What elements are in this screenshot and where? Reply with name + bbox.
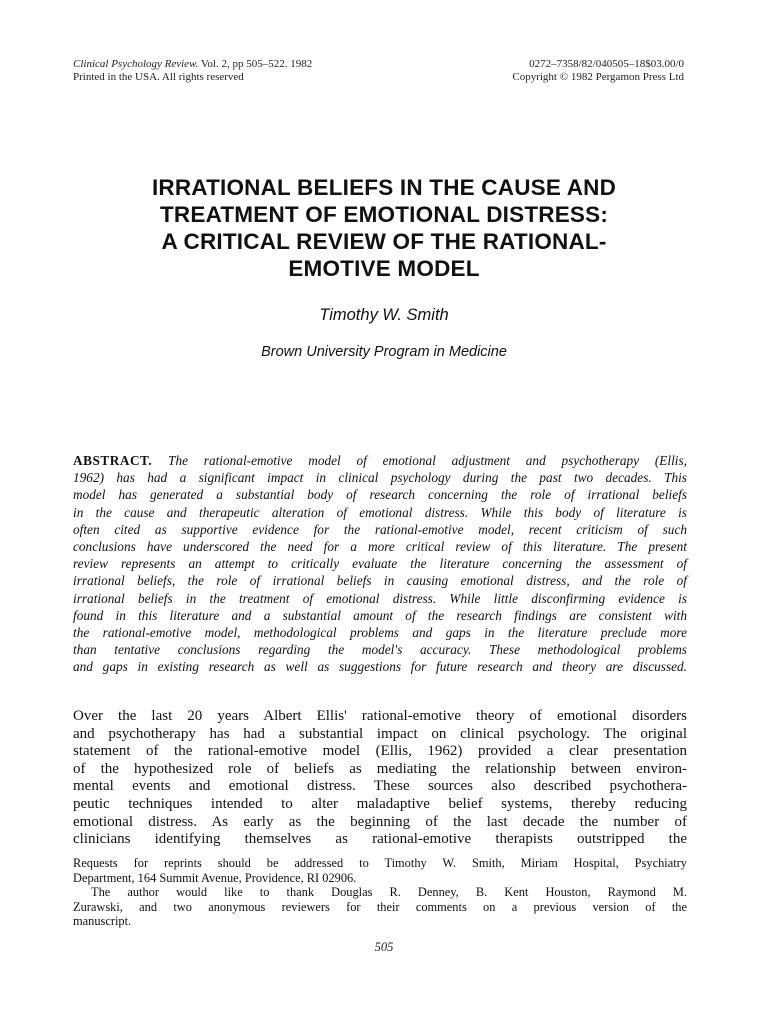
journal-name: Clinical Psychology Review. — [73, 58, 199, 70]
body-line: and psychotherapy has had a substantial impact on clinical psychology. The original — [73, 725, 687, 742]
body-line: mental events and emotional distress. These sources also described psychothera- — [73, 778, 687, 795]
abstract-line: review represents an attempt to critically evaluate the literature concerning the assessment of — [73, 556, 687, 572]
abstract-line: the rational-emotive model, methodological problems and gaps in the literature preclude more — [73, 625, 687, 641]
copyright-notice: Copyright © 1982 Pergamon Press Ltd — [512, 71, 684, 83]
title-line: EMOTIVE MODEL — [288, 256, 480, 281]
body-line: emotional distress. As early as the beginning of the last decade the number of — [73, 813, 687, 830]
volume-pages: Vol. 2, pp 505–522. 1982 — [198, 58, 313, 70]
footnote-line: manuscript. — [73, 914, 132, 929]
footnote-line: Zurawski, and two anonymous reviewers for their comments on a previous version of the — [73, 899, 687, 914]
header-right — [512, 58, 684, 84]
abstract-line: model has generated a substantial body of research concerning the role of irrational beliefs — [73, 487, 687, 503]
author-name: Timothy W. Smith — [319, 306, 449, 324]
printed-notice: Printed in the USA. All rights reserved — [73, 71, 244, 83]
abstract-line — [73, 452, 687, 469]
article-title — [60, 174, 708, 282]
body-line: peutic techniques intended to alter maladaptive belief systems, thereby reducing — [73, 795, 687, 812]
abstract-line: in the cause and therapeutic alteration of emotional distress. While this body of literature is — [73, 504, 687, 520]
abstract-label: ABSTRACT. — [73, 453, 153, 468]
abstract-line: irrational beliefs in the treatment of emotional distress. While little disconfirming evidence is — [73, 590, 687, 606]
body-line: of the hypothesized role of beliefs as mediating the relationship between environ- — [73, 760, 687, 777]
body-line: clinicians identifying themselves as rational-emotive therapists outstripped the — [73, 831, 687, 848]
body-line: statement of the rational-emotive model (Ellis, 1962) provided a clear presentation — [73, 743, 687, 760]
title-line: TREATMENT OF EMOTIONAL DISTRESS: — [159, 202, 609, 227]
abstract-line: irrational beliefs, the role of irrational beliefs in causing emotional distress, and the role of — [73, 573, 687, 589]
abstract-line: often cited as supportive evidence for the rational-emotive model, recent criticism of such — [73, 521, 687, 537]
header-left — [73, 58, 312, 84]
footnote-line: The author would like to thank Douglas R. Denney, B. Kent Houston, Raymond M. — [91, 885, 687, 900]
abstract-line: and gaps in existing research as well as suggestions for future research and theory are discussed. — [73, 659, 687, 675]
abstract-text: The rational-emotive model of emotional adjustment and psychotherapy (Ellis, — [152, 453, 687, 468]
abstract-line: than tentative conclusions regarding the model's accuracy. These methodological problems — [73, 642, 687, 658]
title-line: A CRITICAL REVIEW OF THE RATIONAL- — [161, 229, 607, 254]
abstract-line: found in this literature and a substantial amount of the research findings are consistent with — [73, 607, 687, 623]
footnote-line: Department, 164 Summit Avenue, Providence, RI 02906. — [73, 870, 357, 885]
article-code: 0272–7358/82/040505–18$03.00/0 — [529, 58, 684, 70]
abstract-line: conclusions have underscored the need for a more critical review of this literature. The present — [73, 539, 687, 555]
journal-citation — [73, 58, 312, 71]
abstract — [73, 452, 687, 676]
body-line: Over the last 20 years Albert Ellis' rational-emotive theory of emotional disorders — [73, 708, 687, 724]
body-paragraph — [73, 708, 687, 849]
footnote-line: Requests for reprints should be addressed to Timothy W. Smith, Miriam Hospital, Psychiatry — [73, 856, 687, 870]
abstract-line: 1962) has had a significant impact in clinical psychology during the past two decades. This — [73, 470, 687, 486]
author-affiliation: Brown University Program in Medicine — [261, 344, 507, 360]
title-line: IRRATIONAL BELIEFS IN THE CAUSE AND — [151, 175, 617, 200]
page-number: 505 — [374, 940, 394, 954]
footnotes — [73, 856, 687, 929]
